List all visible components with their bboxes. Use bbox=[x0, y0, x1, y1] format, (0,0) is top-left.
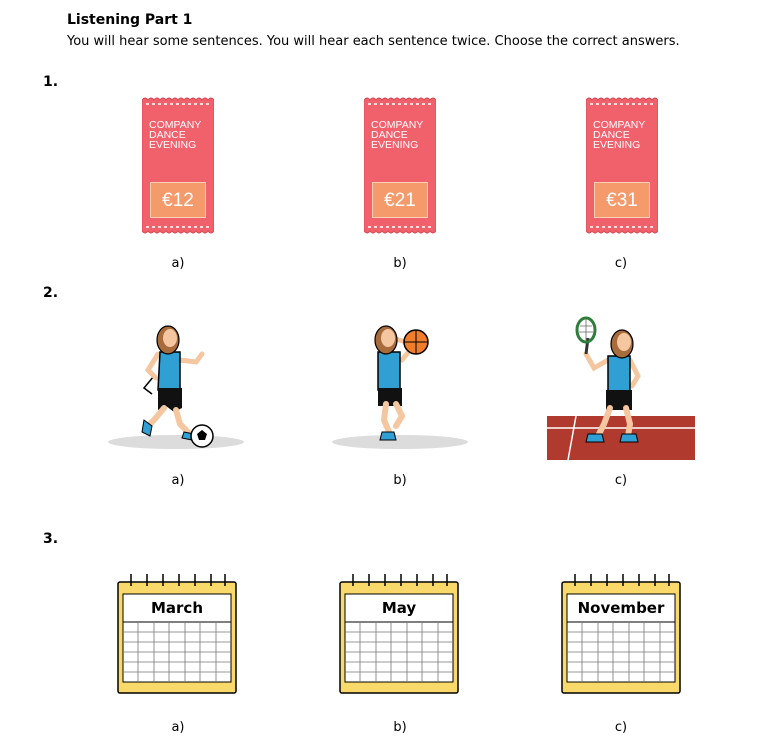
option-label: b) bbox=[393, 720, 407, 735]
section-title: Listening Part 1 bbox=[67, 12, 193, 28]
ticket-option-c[interactable] bbox=[586, 96, 658, 235]
football-player-icon bbox=[108, 316, 248, 456]
ticket-option-b[interactable] bbox=[364, 96, 436, 235]
ticket-price: €21 bbox=[372, 182, 428, 218]
ticket-option-a[interactable] bbox=[142, 96, 214, 235]
ticket-price: €31 bbox=[594, 182, 650, 218]
calendar-month: November bbox=[577, 599, 665, 617]
instructions: You will hear some sentences. You will hear each sentence twice. Choose the correct answers. bbox=[67, 34, 680, 49]
basketball-player-icon bbox=[330, 316, 470, 456]
calendar-icon bbox=[117, 574, 237, 694]
calendar-month: March bbox=[150, 599, 204, 617]
option-label: a) bbox=[171, 256, 185, 271]
option-label: c) bbox=[614, 473, 628, 488]
option-label: c) bbox=[614, 720, 628, 735]
basketball-option-b[interactable] bbox=[330, 316, 470, 456]
calendar-month: May bbox=[381, 599, 417, 617]
question-number: 2. bbox=[43, 285, 59, 301]
football-option-a[interactable] bbox=[108, 316, 248, 456]
ticket-text: COMPANY DANCE EVENING bbox=[149, 119, 202, 151]
option-label: b) bbox=[393, 256, 407, 271]
tennis-option-c[interactable] bbox=[546, 316, 696, 461]
calendar-icon bbox=[561, 574, 681, 694]
option-label: a) bbox=[171, 720, 185, 735]
tennis-player-icon bbox=[546, 316, 696, 461]
ticket-price: €12 bbox=[150, 182, 206, 218]
ticket-text: COMPANY DANCE EVENING bbox=[593, 119, 646, 151]
calendar-icon bbox=[339, 574, 459, 694]
calendar-option-b[interactable] bbox=[339, 574, 459, 694]
option-label: c) bbox=[614, 256, 628, 271]
question-number: 3. bbox=[43, 531, 59, 547]
ticket-text: COMPANY DANCE EVENING bbox=[371, 119, 424, 151]
question-number: 1. bbox=[43, 74, 59, 90]
option-label: b) bbox=[393, 473, 407, 488]
calendar-option-c[interactable] bbox=[561, 574, 681, 694]
calendar-option-a[interactable] bbox=[117, 574, 237, 694]
option-label: a) bbox=[171, 473, 185, 488]
